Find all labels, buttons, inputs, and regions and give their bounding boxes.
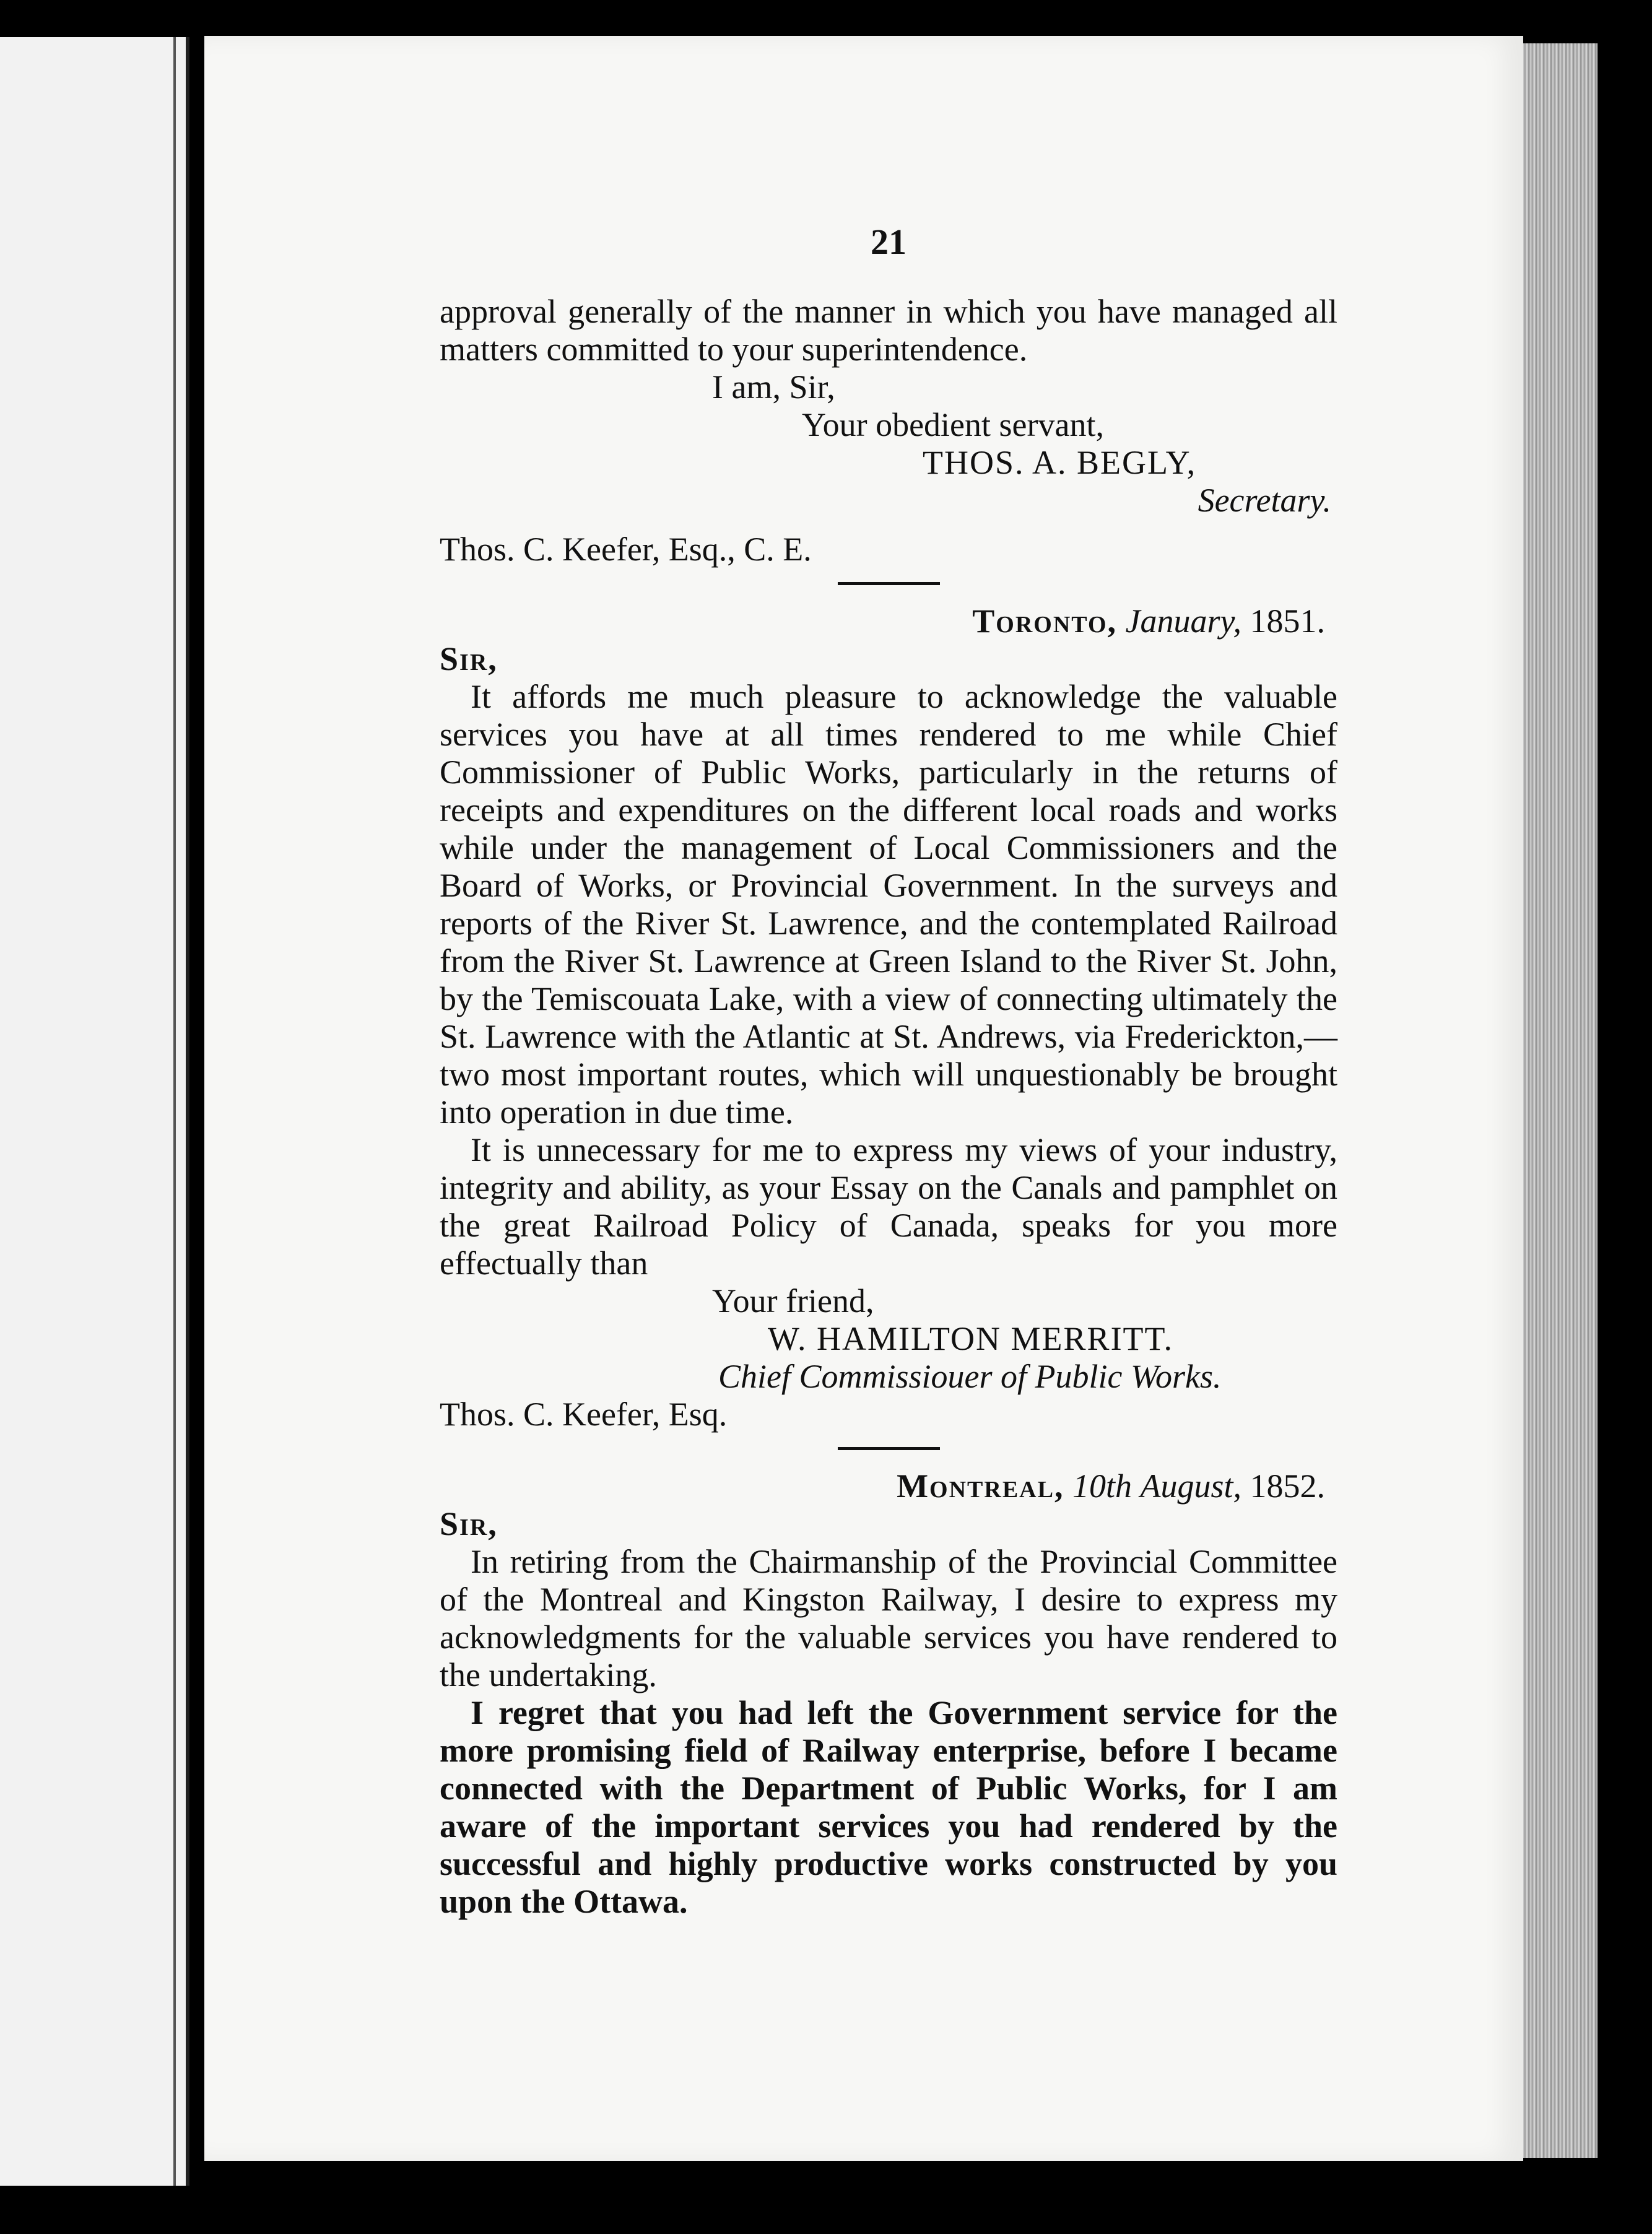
letter1-signature: THOS. A. BEGLY, <box>923 444 1197 481</box>
letter3-month: August, <box>1140 1467 1241 1505</box>
letter3-paragraph-2: I regret that you had left the Government service for the more promising field of Railway enterprise, before I became connected with the Department of Public Works, for I am aware of the important services you had rendered by the successful and highly productive works constructed by you upon the Ottawa. <box>440 1694 1337 1920</box>
letter1-valediction: Your obedient servant, <box>802 406 1104 443</box>
letter3-place: Montreal, <box>897 1467 1064 1505</box>
letter3-day: 10th <box>1072 1467 1132 1505</box>
letter2-salutation: Sir, <box>440 640 498 677</box>
letter2-paragraph-2: It is unnecessary for me to express my views of your industry, integrity and ability, as your Essay on the Canals and pamphlet on the great Railroad Policy of Canada, speaks for you more effectually than <box>440 1131 1337 1282</box>
binding-gutter <box>173 37 176 2186</box>
letter2-title: Chief Commissiouer of Public Works. <box>718 1358 1222 1395</box>
letter1-closing: I am, Sir, <box>712 368 835 406</box>
letter1-body: approval generally of the manner in which you have managed all matters committed to your superintendence. <box>440 293 1337 368</box>
divider-rule-2 <box>838 1447 940 1450</box>
page-text <box>440 223 1337 1921</box>
page-number: 21 <box>871 222 906 262</box>
letter2-closing: Your friend, <box>712 1282 874 1319</box>
letter1-addressee: Thos. C. Keefer, Esq., C. E. <box>440 531 812 568</box>
letter2-month: January, <box>1125 602 1241 640</box>
letter3-paragraph-1: In retiring from the Chairmanship of the Provincial Committee of the Montreal and Kingston Railway, I desire to express my acknowledgments for the valuable services you have rendered to the undertaking. <box>440 1543 1337 1693</box>
letter3-salutation: Sir, <box>440 1505 498 1542</box>
letter2-dateline <box>440 602 1337 640</box>
letter2-place: Toronto, <box>972 602 1118 640</box>
page-edges <box>1523 43 1598 2158</box>
facing-page <box>0 37 189 2186</box>
divider-rule <box>838 582 940 585</box>
letter3-year: 1852. <box>1250 1467 1325 1505</box>
letter2-addressee: Thos. C. Keefer, Esq. <box>440 1396 728 1433</box>
letter2-paragraph-1: It affords me much pleasure to acknowledge the valuable services you have at all times rendered to me while Chief Commissioner of Public Works, particularly in the returns of receipts and expenditures on the different local roads and works while under the management of Local Commissioners and the Board of Works, or Provincial Government. In the surveys and reports of the River St. Lawrence, and the contemplated Railroad from the River St. Lawrence at Green Island to the River St. John, by the Temiscouata Lake, with a view of connecting ultimately the St. Lawrence with the Atlantic at St. Andrews, via Frederickton,—two most important routes, which will unquestionably be brought into operation in due time. <box>440 678 1337 1131</box>
letter3-dateline <box>440 1467 1337 1505</box>
letter1-title: Secretary. <box>1198 482 1331 519</box>
letter2-signature: W. HAMILTON MERRITT. <box>768 1320 1174 1357</box>
letter2-year: 1851. <box>1250 602 1325 640</box>
